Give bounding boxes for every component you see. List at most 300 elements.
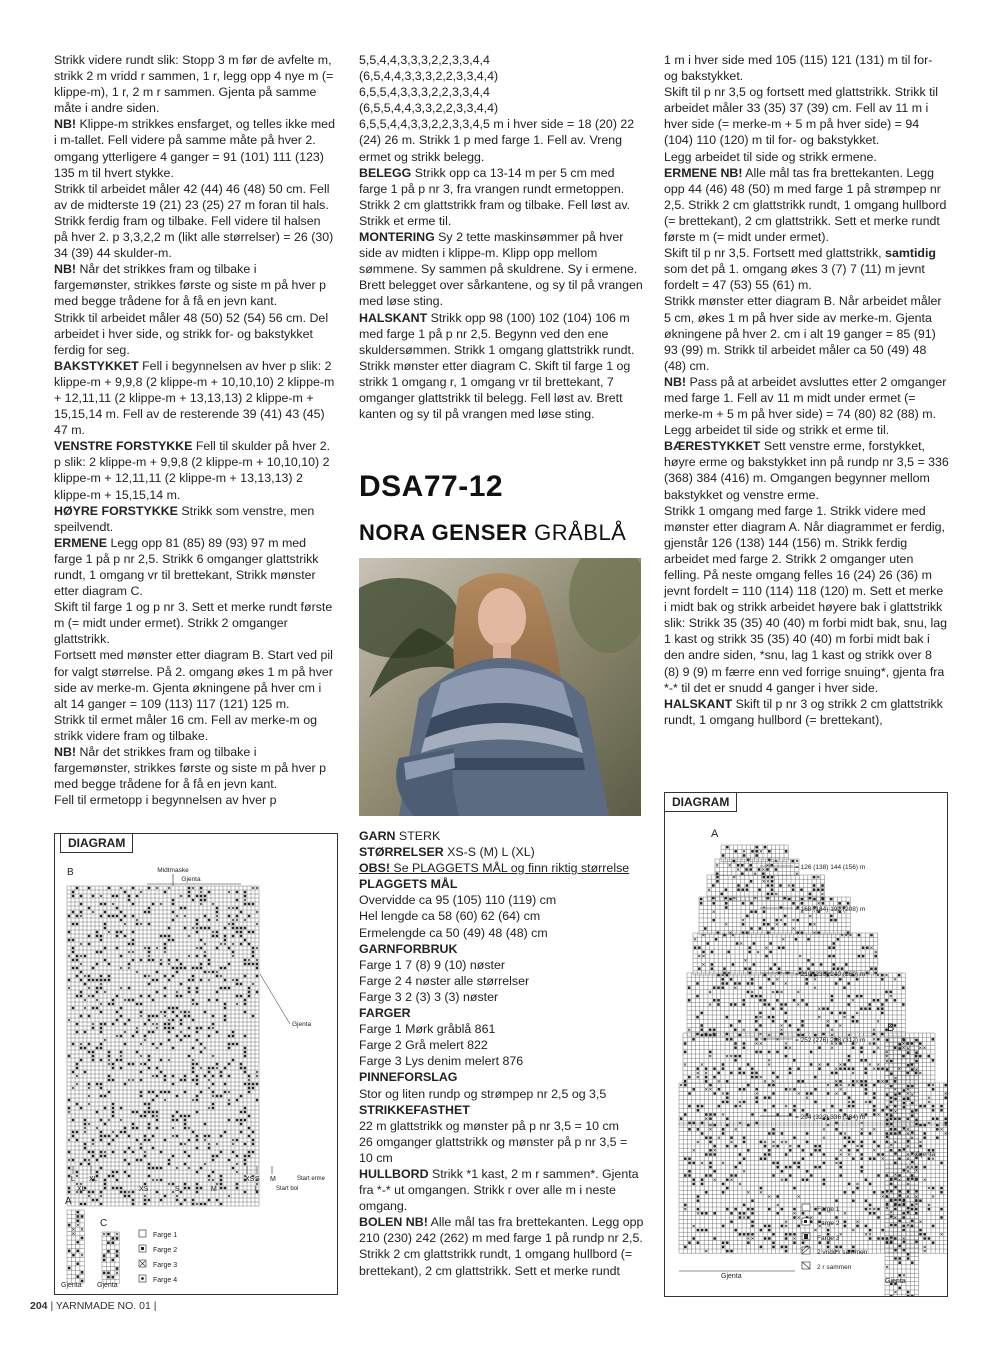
stitch-farge2 — [716, 880, 719, 883]
stitch-farge3 — [140, 1055, 142, 1057]
stitch-farge2 — [701, 1132, 704, 1135]
stitch-farge3 — [782, 938, 784, 940]
stitch-farge3 — [755, 1042, 757, 1044]
stitch-farge3 — [697, 1072, 699, 1074]
stitch-farge3 — [722, 1113, 724, 1115]
stitch-farge2 — [746, 931, 749, 934]
stitch-farge3 — [693, 1225, 695, 1227]
stitch-farge2 — [144, 1023, 146, 1025]
stitch-farge2 — [712, 884, 715, 887]
stitch-farge2 — [772, 1007, 775, 1010]
stitch-farge3 — [72, 1087, 74, 1089]
stitch-farge3 — [924, 1246, 926, 1248]
size-bottom-label: M — [211, 1186, 217, 1193]
stitch-farge2 — [160, 935, 162, 937]
stitch-farge2 — [772, 1233, 775, 1236]
stitch-farge3 — [108, 1059, 110, 1061]
stitch-farge2 — [906, 1072, 909, 1075]
stitch-farge2 — [188, 979, 190, 981]
stitch-farge2 — [726, 1208, 729, 1211]
heading: NB! — [54, 745, 77, 760]
text: Ermelengde ca 50 (49) 48 (48) cm — [359, 925, 548, 940]
stitch-farge2 — [152, 1135, 154, 1137]
stitch-farge2 — [772, 1084, 775, 1087]
stitch-farge2 — [112, 1067, 114, 1069]
stitch-farge2 — [940, 1216, 943, 1219]
stitch-farge2 — [814, 1034, 817, 1037]
stitch-farge3 — [84, 1007, 86, 1009]
stitch-farge2 — [96, 1083, 98, 1085]
stitch-farge2 — [108, 1075, 110, 1077]
stitch-farge2 — [784, 923, 787, 926]
stitch-farge2 — [742, 902, 745, 905]
stitch-farge2 — [713, 1153, 716, 1156]
stitch-farge3 — [228, 907, 230, 909]
stitch-farge2 — [801, 1024, 804, 1027]
stitch-farge2 — [236, 979, 238, 981]
stitch-farge3 — [693, 1149, 695, 1151]
stitch-farge2 — [80, 895, 82, 897]
stitch-farge3 — [184, 1143, 186, 1145]
stitch-farge3 — [72, 1228, 74, 1230]
stitch-farge2 — [746, 888, 749, 891]
stitch-farge2 — [776, 1162, 779, 1165]
stitch-farge2 — [180, 1039, 182, 1041]
stitch-farge2 — [204, 955, 206, 957]
stitch-farge2 — [919, 1124, 922, 1127]
stitch-farge2 — [911, 1114, 914, 1117]
specs-paragraph — [359, 1134, 644, 1166]
stitch-farge2 — [116, 907, 118, 909]
stitch-farge2 — [224, 1131, 226, 1133]
stitch-farge2 — [764, 1237, 767, 1240]
stitch-farge2 — [156, 1111, 158, 1113]
stitch-farge3 — [232, 1143, 234, 1145]
stitch-farge2 — [172, 1115, 174, 1117]
col2-paragraph — [359, 100, 644, 116]
stitch-farge2 — [132, 1111, 134, 1113]
stitch-farge2 — [148, 1019, 150, 1021]
stitch-farge2 — [768, 1096, 771, 1099]
stitch-farge2 — [847, 1003, 850, 1006]
stitch-farge2 — [932, 1105, 935, 1108]
stitch-farge3 — [80, 943, 82, 945]
stitch-farge2 — [200, 939, 202, 941]
legend-fill — [804, 1234, 808, 1239]
stitch-farge2 — [240, 983, 242, 985]
stitch-farge2 — [903, 1249, 906, 1252]
stitch-farge2 — [152, 979, 154, 981]
stitch-farge2 — [881, 1191, 884, 1194]
stitch-farge2 — [92, 1155, 94, 1157]
stitch-farge3 — [827, 1020, 829, 1022]
stitch-farge3 — [856, 1183, 858, 1185]
stitch-farge2 — [208, 1035, 210, 1037]
stitch-farge2 — [172, 899, 174, 901]
stitch-farge2 — [796, 919, 799, 922]
stitch-farge2 — [911, 1174, 914, 1177]
stitch-farge2 — [244, 1163, 246, 1165]
stitch-farge3 — [92, 1143, 94, 1145]
stitch-farge3 — [903, 1274, 905, 1276]
text: Overvidde ca 95 (105) 110 (119) cm — [359, 893, 557, 908]
stitch-farge3 — [768, 1059, 770, 1061]
stitch-farge3 — [911, 1137, 913, 1139]
stitch-farge2 — [698, 946, 701, 949]
stitch-farge2 — [898, 1257, 901, 1260]
stitch-farge2 — [248, 1135, 250, 1137]
stitch-farge2 — [858, 934, 861, 937]
stitch-farge2 — [789, 1113, 792, 1116]
stitch-farge3 — [873, 1128, 875, 1130]
stitch-farge2 — [148, 907, 150, 909]
stitch-farge3 — [108, 931, 110, 933]
stitch-farge2 — [923, 1136, 926, 1139]
specs-paragraph — [359, 844, 644, 860]
stitch-farge2 — [700, 1024, 703, 1027]
stitch-farge3 — [705, 1088, 707, 1090]
legend-dot — [141, 1277, 144, 1280]
stitch-farge2 — [116, 1267, 119, 1270]
stitch-farge2 — [140, 1159, 142, 1161]
stitch-farge2 — [772, 1020, 775, 1023]
stitch-farge2 — [873, 1212, 876, 1215]
stitch-farge2 — [881, 1229, 884, 1232]
stitch-farge2 — [860, 995, 863, 998]
stitch-farge2 — [88, 975, 90, 977]
stitch-farge2 — [709, 1084, 712, 1087]
stitch-farge2 — [713, 986, 716, 989]
stitch-farge2 — [700, 1012, 703, 1015]
stitch-farge3 — [228, 1091, 230, 1093]
stitch-farge2 — [240, 1119, 242, 1121]
stitch-farge3 — [96, 999, 98, 1001]
stitch-farge2 — [697, 1229, 700, 1232]
stitch-farge3 — [84, 999, 86, 1001]
col1-paragraph — [54, 52, 336, 116]
stitch-farge3 — [68, 987, 70, 989]
stitch-farge2 — [856, 1225, 859, 1228]
stitch-farge2 — [827, 1063, 830, 1066]
stitch-farge2 — [713, 999, 716, 1002]
stitch-farge2 — [244, 1111, 246, 1113]
stitch-farge2 — [140, 1003, 142, 1005]
stitch-farge2 — [923, 1105, 926, 1108]
model-photo-illustration — [359, 558, 641, 816]
stitch-farge3 — [116, 1272, 118, 1274]
stitch-farge2 — [172, 1155, 174, 1157]
stitch-farge3 — [768, 1195, 770, 1197]
stitch-farge2 — [772, 1246, 775, 1249]
stitch-farge2 — [911, 1204, 914, 1207]
stitch-farge2 — [870, 967, 873, 970]
stitch-farge2 — [252, 951, 254, 953]
stitch-farge2 — [236, 995, 238, 997]
stitch-farge2 — [236, 1155, 238, 1157]
heading: PINNEFORSLAG — [359, 1070, 458, 1085]
stitch-farge3 — [907, 1153, 909, 1155]
stitch-farge2 — [204, 899, 206, 901]
stitch-farge2 — [865, 1199, 868, 1202]
stitch-farge2 — [768, 1132, 771, 1135]
stitch-farge2 — [706, 942, 709, 945]
stitch-farge2 — [224, 1187, 226, 1189]
stitch-farge2 — [100, 935, 102, 937]
stitch-farge2 — [248, 1155, 250, 1157]
stitch-farge2 — [244, 1035, 246, 1037]
stitch-farge2 — [902, 986, 905, 989]
stitch-farge2 — [208, 1199, 210, 1201]
stitch-farge2 — [168, 1031, 170, 1033]
stitch-farge3 — [885, 974, 887, 976]
stitch-farge2 — [232, 927, 234, 929]
stitch-farge2 — [196, 1183, 198, 1185]
stitch-farge2 — [152, 959, 154, 961]
size-bottom-label: L — [255, 1186, 259, 1193]
stitch-farge2 — [236, 915, 238, 917]
stitch-farge2 — [793, 1187, 796, 1190]
stitch-farge2 — [742, 931, 745, 934]
stitch-farge2 — [762, 872, 765, 875]
stitch-farge2 — [204, 1075, 206, 1077]
stitch-farge3 — [81, 1228, 83, 1230]
stitch-farge2 — [156, 1015, 158, 1017]
stitch-farge2 — [184, 927, 186, 929]
stitch-farge2 — [911, 1219, 914, 1222]
stitch-farge2 — [726, 1241, 729, 1244]
stitch-farge2 — [839, 1012, 842, 1015]
stitch-farge2 — [108, 963, 110, 965]
stitch-farge3 — [136, 1027, 138, 1029]
stitch-farge2 — [120, 1187, 122, 1189]
stitch-farge2 — [148, 1103, 150, 1105]
stitch-farge2 — [874, 955, 877, 958]
stitch-farge2 — [96, 951, 98, 953]
stitch-farge2 — [140, 1115, 142, 1117]
stitch-farge2 — [886, 1135, 889, 1138]
stitch-farge2 — [793, 1088, 796, 1091]
stitch-farge2 — [755, 1096, 758, 1099]
column-right — [664, 52, 949, 728]
text: 6,5,5,4,3,3,3,2,2,3,3,4,4 — [359, 85, 490, 100]
stitch-farge2 — [743, 1046, 746, 1049]
diagram-right-label: DIAGRAM — [664, 792, 737, 812]
stitch-farge2 — [156, 1191, 158, 1193]
stitch-farge3 — [148, 955, 150, 957]
stitch-farge2 — [734, 1028, 737, 1031]
legend-dot — [804, 1220, 807, 1223]
stitch-farge2 — [692, 1183, 695, 1186]
stitch-farge3 — [907, 1128, 909, 1130]
stitch-farge2 — [684, 1051, 687, 1054]
stitch-farge3 — [835, 1092, 837, 1094]
model-photo — [359, 558, 641, 816]
stitch-farge2 — [818, 1067, 821, 1070]
stitch-farge2 — [796, 931, 799, 934]
stitch-farge2 — [860, 1007, 863, 1010]
stitch-farge3 — [742, 919, 744, 921]
stitch-farge2 — [886, 1237, 889, 1240]
stitch-farge2 — [923, 1237, 926, 1240]
stitch-farge3 — [827, 1084, 829, 1086]
stitch-farge2 — [826, 1024, 829, 1027]
stitch-farge2 — [873, 1109, 876, 1112]
stitch-farge3 — [156, 1047, 158, 1049]
stitch-farge2 — [734, 1055, 737, 1058]
stitch-farge2 — [764, 1153, 767, 1156]
size-top-label: XS — [245, 1176, 255, 1183]
stitch-farge2 — [730, 1212, 733, 1215]
stitch-farge2 — [100, 987, 102, 989]
diagram-a-grid — [693, 933, 878, 975]
stitch-farge2 — [108, 1091, 110, 1093]
stitch-farge2 — [776, 1145, 779, 1148]
stitch-farge2 — [216, 911, 218, 913]
stitch-farge2 — [814, 1149, 817, 1152]
stitch-farge3 — [780, 991, 782, 993]
stitch-farge2 — [196, 1003, 198, 1005]
text: Legg arbeidet til side og strikk et erme til. — [664, 423, 890, 438]
stitch-farge2 — [919, 1105, 922, 1108]
stitch-farge2 — [903, 1169, 906, 1172]
stitch-farge3 — [140, 891, 142, 893]
col3-paragraph — [664, 245, 949, 293]
stitch-farge2 — [852, 1046, 855, 1049]
stitch-farge3 — [844, 1132, 846, 1134]
stitch-farge3 — [84, 975, 86, 977]
stitch-farge3 — [813, 923, 815, 925]
stitch-farge3 — [100, 895, 102, 897]
stitch-farge3 — [188, 955, 190, 957]
stitch-farge2 — [696, 1067, 699, 1070]
stitch-farge2 — [806, 1141, 809, 1144]
stitch-farge3 — [788, 884, 790, 886]
stitch-farge2 — [160, 1167, 162, 1169]
stitch-farge3 — [928, 1204, 930, 1206]
stitch-farge2 — [769, 951, 772, 954]
stitch-farge3 — [869, 1063, 871, 1065]
stitch-farge2 — [228, 987, 230, 989]
stitch-farge2 — [196, 931, 198, 933]
stitch-farge3 — [915, 1203, 917, 1205]
stitch-farge2 — [212, 1091, 214, 1093]
stitch-farge2 — [212, 971, 214, 973]
specs-paragraph — [359, 973, 644, 989]
stitch-farge2 — [80, 1203, 82, 1205]
stitch-farge2 — [100, 1155, 102, 1157]
stitch-farge2 — [100, 939, 102, 941]
stitch-farge3 — [852, 999, 854, 1001]
stitch-farge2 — [835, 1199, 838, 1202]
stitch-farge3 — [208, 979, 210, 981]
stitch-farge2 — [192, 1063, 194, 1065]
stitch-farge2 — [696, 982, 699, 985]
stitch-farge2 — [116, 931, 118, 933]
stitch-farge2 — [894, 1162, 897, 1165]
stitch-farge2 — [80, 979, 82, 981]
stitch-farge2 — [785, 1166, 788, 1169]
text: Farge 1 Mørk gråblå 861 — [359, 1022, 496, 1037]
stitch-farge3 — [940, 1128, 942, 1130]
stitch-farge2 — [776, 999, 779, 1002]
stitch-farge3 — [212, 1179, 214, 1181]
stitch-farge2 — [723, 934, 726, 937]
stitch-farge2 — [164, 1023, 166, 1025]
stitch-farge2 — [801, 1080, 804, 1083]
stitch-farge2 — [700, 1028, 703, 1031]
stitch-farge2 — [923, 1233, 926, 1236]
specs-paragraph — [359, 941, 644, 957]
stitch-farge2 — [96, 963, 98, 965]
stitch-farge2 — [84, 1031, 86, 1033]
stitch-farge2 — [709, 1149, 712, 1152]
stitch-farge2 — [84, 1047, 86, 1049]
stitch-farge2 — [88, 943, 90, 945]
stitch-farge2 — [911, 1152, 914, 1155]
stitch-farge2 — [196, 895, 198, 897]
stitch-farge2 — [180, 1115, 182, 1117]
stitch-farge2 — [764, 1145, 767, 1148]
stitch-farge2 — [96, 1171, 98, 1173]
stitch-farge2 — [164, 1011, 166, 1013]
stitch-farge2 — [797, 1034, 800, 1037]
stitch-farge2 — [200, 979, 202, 981]
stitch-farge3 — [840, 1233, 842, 1235]
stitch-farge3 — [907, 1183, 909, 1185]
stitch-farge3 — [886, 1266, 888, 1268]
stitch-farge2 — [881, 1067, 884, 1070]
stitch-farge2 — [750, 927, 753, 930]
stitch-farge2 — [244, 891, 246, 893]
stitch-farge2 — [734, 1229, 737, 1232]
stitch-farge2 — [864, 1072, 867, 1075]
diagram-right-svg — [665, 793, 947, 1296]
stitch-farge2 — [823, 1183, 826, 1186]
stitch-farge2 — [760, 1229, 763, 1232]
stitch-farge2 — [810, 1174, 813, 1177]
stitch-farge3 — [88, 1087, 90, 1089]
stitch-farge3 — [684, 1208, 686, 1210]
stitch-farge2 — [717, 1003, 720, 1006]
stitch-farge2 — [894, 1093, 897, 1096]
stitch-farge2 — [817, 888, 820, 891]
stitch-farge3 — [228, 1195, 230, 1197]
col3-paragraph — [664, 696, 949, 728]
stitch-farge2 — [736, 942, 739, 945]
stitch-farge3 — [907, 1224, 909, 1226]
stitch-farge2 — [196, 991, 198, 993]
stitch-farge2 — [68, 915, 70, 917]
stitch-farge2 — [232, 1035, 234, 1037]
stitch-farge2 — [684, 1042, 687, 1045]
stitch-farge2 — [800, 888, 803, 891]
stitch-farge3 — [212, 1027, 214, 1029]
text: Stor og liten rundp og strømpep nr 2,5 og 3,5 — [359, 1086, 607, 1101]
stitch-farge2 — [244, 895, 246, 897]
stitch-farge2 — [818, 1149, 821, 1152]
stitch-farge3 — [835, 1162, 837, 1164]
stitch-farge2 — [164, 1091, 166, 1093]
stitch-farge2 — [898, 1149, 901, 1152]
stitch-farge2 — [839, 1166, 842, 1169]
stitch-farge2 — [936, 1117, 939, 1120]
stitch-farge2 — [919, 1055, 922, 1058]
stitch-farge2 — [701, 1105, 704, 1108]
stitch-farge2 — [240, 1067, 242, 1069]
heading: STRIKKEFASTHET — [359, 1102, 470, 1117]
stitch-farge2 — [725, 888, 728, 891]
stitch-farge2 — [806, 1092, 809, 1095]
